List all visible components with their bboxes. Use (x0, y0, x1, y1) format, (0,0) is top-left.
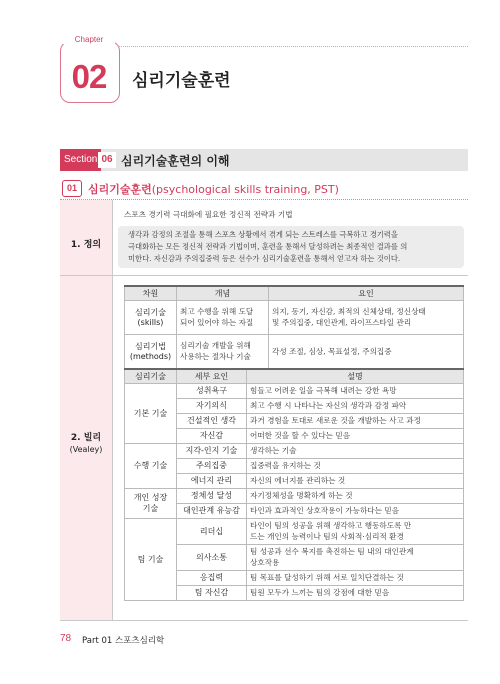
desc-cell: 힘들고 어려운 일을 극복해 내려는 강한 욕망 (247, 383, 464, 398)
desc-cell: 어떠한 것을 할 수 있다는 믿음 (247, 428, 464, 443)
table-row (125, 488, 464, 503)
desc-cell: 생각하는 기술 (247, 443, 464, 458)
desc-cell: 자신의 에너지를 관리하는 것 (247, 473, 464, 488)
desc-cell: 타인과 효과적인 상호작용이 가능하다는 믿음 (247, 503, 464, 518)
cell-line: 사용하는 절차나 기술 (180, 352, 251, 361)
cell-line: 심리기술 개발을 위해 (180, 341, 251, 350)
table-bottom-line (60, 620, 468, 621)
group-cell: 기본 기술 (125, 383, 177, 443)
cell-line: 기술 (142, 504, 159, 513)
factor-cell: 자기의식 (177, 398, 247, 413)
factor-cell: 에너지 관리 (177, 473, 247, 488)
definition-box-line: 미한다. 자신감과 주의집중력 등은 선수가 심리기술훈련을 통해서 얻고자 하는 것이다. (128, 254, 401, 263)
page-number: 78 (60, 633, 72, 644)
table-header: 심리기술 (125, 369, 177, 383)
desc-cell (247, 518, 464, 544)
factor-cell: 팀 자신감 (177, 585, 247, 600)
definition-box-line: 생각과 감정의 조절을 통해 스포츠 상황에서 겪게 되는 스트레스를 극복하고 경기력을 (128, 230, 398, 239)
chapter-number: 02 (71, 58, 107, 95)
factor-cell: 의사소통 (177, 544, 247, 570)
factor-cell: 주의집중 (177, 458, 247, 473)
table-row (125, 300, 464, 334)
table-row (125, 518, 464, 544)
desc-cell: 집중력을 유지하는 것 (247, 458, 464, 473)
row-divider (60, 275, 468, 276)
dimension-table (124, 285, 464, 369)
factor-cell: 응집력 (177, 570, 247, 585)
chapter-divider (118, 46, 468, 47)
vealey-label-text: 2. 빌리 (70, 433, 102, 443)
table-row (125, 383, 464, 398)
section-number: 06 (98, 152, 116, 168)
footer-text: Part 01 스포츠심리학 (82, 636, 165, 646)
column-divider (112, 200, 113, 620)
desc-cell: 팀 목표를 달성하기 위해 서로 일치단결하는 것 (247, 570, 464, 585)
cell-line: 최고 수행을 위해 도달 (180, 307, 254, 316)
table-header: 요인 (269, 286, 464, 300)
concept-cell (177, 334, 269, 368)
cell-line: 개인 성장 (133, 493, 168, 502)
dimension-cell (125, 334, 177, 368)
subsection-title-rest: (psychological skills training, PST) (151, 183, 339, 196)
factor-cell: 건설적인 생각 (177, 413, 247, 428)
group-cell: 수행 기술 (125, 443, 177, 488)
section-tag: Section (60, 149, 101, 171)
table-header: 개념 (177, 286, 269, 300)
psych-skills-table (124, 368, 464, 601)
factor-cell: 지각-인지 기술 (177, 443, 247, 458)
table-row (125, 443, 464, 458)
table-row (125, 334, 464, 368)
table-header: 설명 (247, 369, 464, 383)
subsection-title-bold: 심리기술훈련 (88, 183, 152, 196)
desc-cell: 자기정체성을 명확하게 하는 것 (247, 488, 464, 503)
cell-line: 타인이 팀의 성공을 위해 생각하고 행동하도록 만 (250, 521, 412, 530)
cell-line: (methods) (129, 352, 172, 361)
cell-line: (skills) (137, 318, 164, 327)
cell-line: 각성 조절, 심상, 목표설정, 주의집중 (272, 346, 392, 356)
cell-line: 심리기법 (135, 342, 166, 351)
factor-cell: 성취욕구 (177, 383, 247, 398)
factors-cell (269, 334, 464, 368)
cell-line: 팀 성공과 선수 복지를 촉진하는 팀 내의 대인관계 (250, 547, 414, 556)
cell-line: 의지, 동기, 자신감, 최적의 신체상태, 정신상태 (272, 307, 426, 316)
definition-intro: 스포츠 경기력 극대화에 필요한 정신적 전략과 기법 (124, 210, 293, 219)
cell-line: 심리기술 (135, 308, 166, 317)
table-header: 세부 요인 (177, 369, 247, 383)
group-cell: 팀 기술 (125, 518, 177, 600)
dimension-cell (125, 300, 177, 334)
subsection-title (88, 181, 339, 197)
definition-box-line: 극대화하는 모든 정신적 전략과 기법이며, 훈련을 통해서 달성하려는 최종적인 결과를 의 (128, 242, 408, 251)
cell-line: 상호작용 (250, 558, 280, 567)
vealey-label (60, 430, 112, 454)
vealey-sublabel: (Vealey) (69, 445, 103, 454)
chapter-title: 심리기술훈련 (132, 71, 231, 91)
factors-cell (269, 300, 464, 334)
factor-cell: 대인관계 유능감 (177, 503, 247, 518)
desc-cell (247, 544, 464, 570)
subsection-number: 01 (62, 180, 82, 197)
concept-cell (177, 300, 269, 334)
cell-line: 되어 있어야 하는 자질 (180, 318, 254, 327)
factor-cell: 자신감 (177, 428, 247, 443)
table-header: 차원 (125, 286, 177, 300)
section-title: 심리기술훈련의 이해 (121, 154, 230, 168)
factor-cell: 리더십 (177, 518, 247, 544)
desc-cell: 최고 수행 시 나타나는 자신의 생각과 감정 파악 (247, 398, 464, 413)
cell-line: 드는 개인의 능력이나 팀의 사회적·심리적 환경 (250, 532, 404, 541)
cell-line: 및 주의집중, 대인관계, 라이프스타일 관리 (272, 318, 412, 327)
desc-cell: 팀원 모두가 느끼는 팀의 강점에 대한 믿음 (247, 585, 464, 600)
desc-cell: 과거 경험을 토대로 새로운 것을 개발하는 사고 과정 (247, 413, 464, 428)
factor-cell: 정체성 달성 (177, 488, 247, 503)
group-cell (125, 488, 177, 518)
subsection-divider (60, 199, 468, 200)
chapter-label: Chapter (63, 35, 115, 44)
definition-label: 1. 정의 (70, 240, 102, 250)
